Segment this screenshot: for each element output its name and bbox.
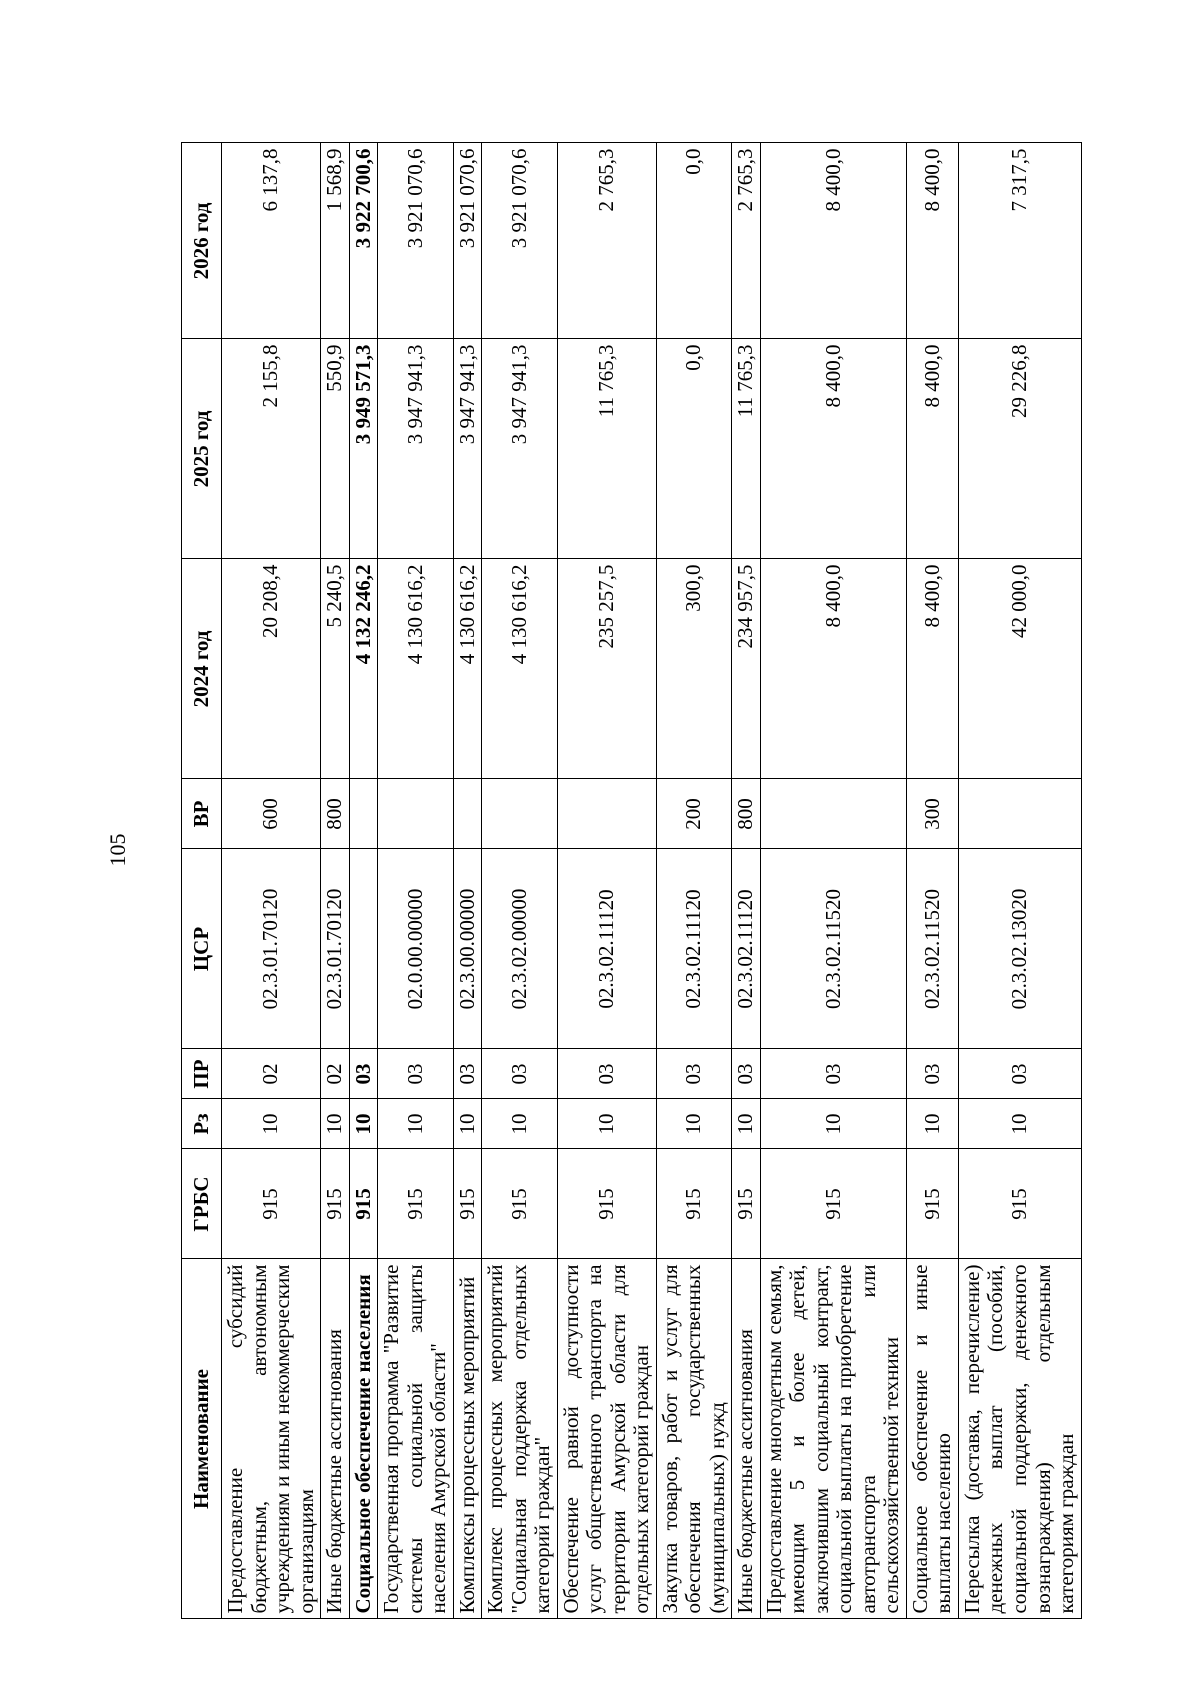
cell-2024: 4 130 616,2 (378, 559, 454, 779)
cell-2024: 8 400,0 (906, 559, 958, 779)
cell-rz: 10 (321, 1099, 350, 1149)
table-row (453, 143, 482, 1655)
table-row (482, 143, 558, 1655)
cell-rz: 10 (656, 1099, 732, 1149)
table-body (222, 143, 1082, 1655)
cell-2026: 3 921 070,6 (482, 143, 558, 339)
cell-2025: 550,9 (321, 339, 350, 559)
cell-name: Иные бюджетные ассигнования (321, 1259, 350, 1619)
cell-grbs: 915 (482, 1149, 558, 1259)
cell-2024: 5 240,5 (321, 559, 350, 779)
cell-name: Пересылка (доставка, перечисление) денежных выплат (пособий, социальной поддержки, денежного вознаграждения) отдельным категориям граждан (958, 1259, 1081, 1619)
cell-rz: 10 (906, 1099, 958, 1149)
cell-pr: 03 (378, 1049, 454, 1099)
cell-name: Социальное обеспечение населения (349, 1259, 378, 1619)
cell-2026: 3 921 070,6 (453, 143, 482, 339)
cell-2025: 8 400,0 (760, 339, 906, 559)
cell-rz: 10 (378, 1099, 454, 1149)
cell-rz: 10 (349, 1099, 378, 1149)
cell-grbs: 915 (378, 1149, 454, 1259)
cell-name: Комплексы процессных мероприятий (453, 1259, 482, 1619)
cell-2025: 8 400,0 (906, 339, 958, 559)
cell-2024: 4 130 616,2 (482, 559, 558, 779)
row-left-margin (557, 1619, 656, 1655)
cell-grbs: 915 (222, 1149, 321, 1259)
cell-rz: 10 (482, 1099, 558, 1149)
cell-grbs: 915 (906, 1149, 958, 1259)
cell-name: Предоставление многодетным семьям, имеющим 5 и более детей, заключившим социальный контракт, социальной выплаты на приобретение автотранспорта или сельскохозяйственной техники (760, 1259, 906, 1619)
table-row (378, 143, 454, 1655)
cell-csr: 02.3.02.00000 (482, 849, 558, 1049)
cell-vr (958, 779, 1081, 849)
cell-2024: 20 208,4 (222, 559, 321, 779)
cell-2026: 6 137,8 (222, 143, 321, 339)
cell-2025: 0,0 (656, 339, 732, 559)
table-row (557, 143, 656, 1655)
cell-2026: 8 400,0 (906, 143, 958, 339)
cell-vr (482, 779, 558, 849)
cell-rz: 10 (557, 1099, 656, 1149)
cell-2025: 2 155,8 (222, 339, 321, 559)
table-row (906, 143, 958, 1655)
header-pr: ПР (182, 1049, 222, 1099)
cell-csr: 02.3.02.11520 (906, 849, 958, 1049)
cell-pr: 02 (222, 1049, 321, 1099)
cell-name: Предоставление субсидий бюджетным, автономным учреждениям и иным некоммерческим организациям (222, 1259, 321, 1619)
table-row (732, 143, 761, 1655)
cell-pr: 03 (958, 1049, 1081, 1099)
cell-2024: 4 132 246,2 (349, 559, 378, 779)
cell-name: Государственная программа "Развитие системы социальной защиты населения Амурской области" (378, 1259, 454, 1619)
cell-pr: 03 (656, 1049, 732, 1099)
table-row (656, 143, 732, 1655)
cell-vr (760, 779, 906, 849)
cell-grbs: 915 (349, 1149, 378, 1259)
header-2024: 2024 год (182, 559, 222, 779)
header-2025: 2025 год (182, 339, 222, 559)
row-left-margin (321, 1619, 350, 1655)
row-left-margin (349, 1619, 378, 1655)
cell-2026: 3 922 700,6 (349, 143, 378, 339)
cell-2026: 7 317,5 (958, 143, 1081, 339)
cell-2025: 11 765,3 (732, 339, 761, 559)
cell-2025: 3 947 941,3 (482, 339, 558, 559)
page-number: 105 (105, 833, 130, 867)
cell-vr (557, 779, 656, 849)
cell-2024: 42 000,0 (958, 559, 1081, 779)
cell-csr: 02.3.01.70120 (321, 849, 350, 1049)
row-left-margin (378, 1619, 454, 1655)
cell-rz: 10 (958, 1099, 1081, 1149)
cell-pr: 03 (453, 1049, 482, 1099)
row-left-margin (760, 1619, 906, 1655)
cell-name: Комплекс процессных мероприятий "Социальная поддержка отдельных категорий граждан" (482, 1259, 558, 1619)
cell-2024: 300,0 (656, 559, 732, 779)
table-left-margin (182, 1619, 222, 1655)
row-left-margin (222, 1619, 321, 1655)
cell-vr: 300 (906, 779, 958, 849)
row-left-margin (656, 1619, 732, 1655)
cell-vr: 800 (732, 779, 761, 849)
cell-2026: 2 765,3 (732, 143, 761, 339)
cell-grbs: 915 (557, 1149, 656, 1259)
cell-pr: 03 (732, 1049, 761, 1099)
cell-2025: 29 226,8 (958, 339, 1081, 559)
header-rz: Рз (182, 1099, 222, 1149)
table-row (321, 143, 350, 1655)
cell-2024: 8 400,0 (760, 559, 906, 779)
cell-pr: 03 (349, 1049, 378, 1099)
row-left-margin (482, 1619, 558, 1655)
cell-pr: 03 (482, 1049, 558, 1099)
rotated-table-container (181, 143, 1079, 1655)
row-left-margin (906, 1619, 958, 1655)
header-name: Наименование (182, 1259, 222, 1619)
cell-pr: 03 (906, 1049, 958, 1099)
cell-grbs: 915 (453, 1149, 482, 1259)
table-row (222, 143, 321, 1655)
cell-csr: 02.3.01.70120 (222, 849, 321, 1049)
row-left-margin (958, 1619, 1081, 1655)
cell-csr: 02.3.02.11520 (760, 849, 906, 1049)
cell-2026: 8 400,0 (760, 143, 906, 339)
cell-name: Закупка товаров, работ и услуг для обеспечения государственных (муниципальных) нужд (656, 1259, 732, 1619)
cell-csr: 02.3.02.13020 (958, 849, 1081, 1049)
table-header-row (182, 143, 222, 1655)
cell-2026: 0,0 (656, 143, 732, 339)
cell-grbs: 915 (760, 1149, 906, 1259)
cell-rz: 10 (222, 1099, 321, 1149)
cell-csr: 02.3.00.00000 (453, 849, 482, 1049)
cell-rz: 10 (453, 1099, 482, 1149)
cell-name: Обеспечение равной доступности услуг общественного транспорта на территории Амурской области для отдельных категорий граждан (557, 1259, 656, 1619)
cell-pr: 03 (557, 1049, 656, 1099)
cell-vr: 200 (656, 779, 732, 849)
cell-2026: 1 568,9 (321, 143, 350, 339)
cell-2026: 3 921 070,6 (378, 143, 454, 339)
header-csr: ЦСР (182, 849, 222, 1049)
cell-2025: 3 947 941,3 (453, 339, 482, 559)
cell-2025: 3 947 941,3 (378, 339, 454, 559)
cell-grbs: 915 (656, 1149, 732, 1259)
cell-2024: 4 130 616,2 (453, 559, 482, 779)
cell-csr: 02.0.00.00000 (378, 849, 454, 1049)
cell-csr: 02.3.02.11120 (557, 849, 656, 1049)
cell-rz: 10 (732, 1099, 761, 1149)
cell-pr: 03 (760, 1049, 906, 1099)
cell-vr (453, 779, 482, 849)
cell-name: Иные бюджетные ассигнования (732, 1259, 761, 1619)
cell-vr: 600 (222, 779, 321, 849)
cell-vr: 800 (321, 779, 350, 849)
cell-2024: 235 257,5 (557, 559, 656, 779)
header-2026: 2026 год (182, 143, 222, 339)
table-row (958, 143, 1081, 1655)
cell-grbs: 915 (732, 1149, 761, 1259)
cell-2026: 2 765,3 (557, 143, 656, 339)
cell-rz: 10 (760, 1099, 906, 1149)
cell-2024: 234 957,5 (732, 559, 761, 779)
table-row (349, 143, 378, 1655)
cell-2025: 11 765,3 (557, 339, 656, 559)
cell-vr (378, 779, 454, 849)
cell-csr: 02.3.02.11120 (656, 849, 732, 1049)
row-left-margin (453, 1619, 482, 1655)
cell-name: Социальное обеспечение и иные выплаты населению (906, 1259, 958, 1619)
cell-2025: 3 949 571,3 (349, 339, 378, 559)
cell-vr (349, 779, 378, 849)
cell-grbs: 915 (321, 1149, 350, 1259)
row-left-margin (732, 1619, 761, 1655)
header-vr: ВР (182, 779, 222, 849)
header-grbs: ГРБС (182, 1149, 222, 1259)
cell-grbs: 915 (958, 1149, 1081, 1259)
cell-pr: 02 (321, 1049, 350, 1099)
cell-csr: 02.3.02.11120 (732, 849, 761, 1049)
cell-csr (349, 849, 378, 1049)
budget-table (181, 143, 1082, 1656)
table-row (760, 143, 906, 1655)
